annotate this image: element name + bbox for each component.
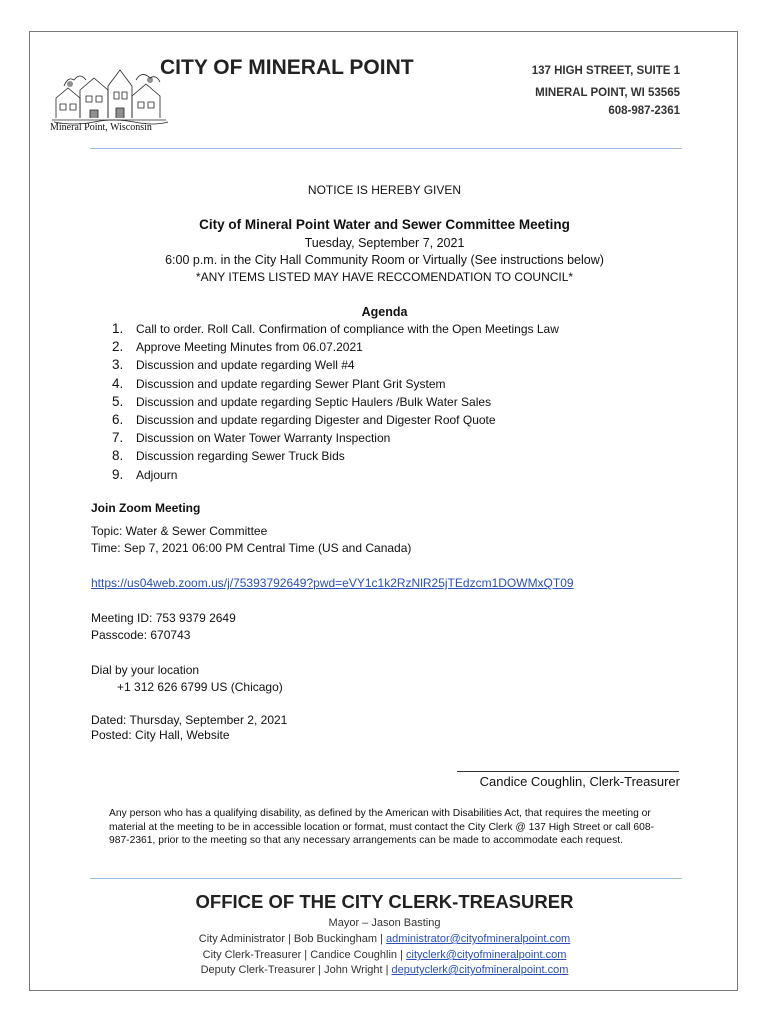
header-divider (90, 148, 682, 149)
agenda-item-text: Approve Meeting Minutes from 06.07.2021 (136, 340, 363, 355)
footer-divider (90, 878, 682, 879)
city-title: CITY OF MINERAL POINT (160, 56, 414, 79)
mayor-line: Mayor – Jason Basting (328, 917, 441, 929)
address-line-1: 137 HIGH STREET, SUITE 1 (531, 65, 680, 77)
agenda-item (112, 339, 559, 357)
zoom-topic: Topic: Water & Sewer Committee (91, 524, 268, 538)
address-line-2: MINERAL POINT, WI 53565 (535, 87, 680, 99)
agenda-item-number: 3. (112, 357, 124, 373)
zoom-heading: Join Zoom Meeting (91, 501, 201, 515)
administrator-line (30, 933, 739, 945)
agenda-item-number: 7. (112, 430, 124, 446)
notice-heading: NOTICE IS HEREBY GIVEN (307, 183, 462, 197)
agenda-item (112, 448, 559, 466)
agenda-item (112, 394, 559, 412)
signature-name: Candice Coughlin, Clerk-Treasurer (479, 774, 680, 789)
agenda-item (112, 357, 559, 375)
agenda-item (112, 412, 559, 430)
dated-line: Dated: Thursday, September 2, 2021 (91, 713, 288, 727)
meeting-note: *ANY ITEMS LISTED MAY HAVE RECCOMENDATION TO COUNCIL* (195, 270, 574, 284)
agenda-item (112, 376, 559, 394)
agenda-list (112, 321, 559, 485)
zoom-meeting-id: Meeting ID: 753 9379 2649 (91, 611, 236, 625)
agenda-item-number: 1. (112, 321, 124, 336)
deputy-label: Deputy Clerk-Treasurer | John Wright | (200, 964, 392, 976)
meeting-location: 6:00 p.m. in the City Hall Community Room or Virtually (See instructions below) (165, 253, 604, 267)
zoom-passcode: Passcode: 670743 (91, 628, 191, 642)
document-page (29, 31, 738, 991)
agenda-item-text: Discussion and update regarding Sewer Plant Grit System (136, 376, 446, 391)
zoom-meeting-link[interactable]: https://us04web.zoom.us/j/75393792649?pwd=eVY1c1k2RzNlR25jTEdzcm1DOWMxQT09 (91, 576, 574, 590)
agenda-item-text: Discussion and update regarding Digester and Digester Roof Quote (136, 412, 496, 427)
agenda-item (112, 430, 559, 448)
posted-line: Posted: City Hall, Website (91, 728, 230, 742)
signature-line (457, 771, 679, 772)
agenda-item-text: Adjourn (136, 467, 178, 482)
agenda-item-number: 5. (112, 393, 124, 409)
zoom-time: Time: Sep 7, 2021 06:00 PM Central Time (US and Canada) (91, 541, 412, 555)
agenda-item-text: Discussion on Water Tower Warranty Inspection (136, 431, 391, 446)
agenda-item-number: 9. (112, 466, 124, 482)
meeting-date: Tuesday, September 7, 2021 (304, 236, 465, 250)
administrator-email-link[interactable]: administrator@cityofmineralpoint.com (386, 933, 571, 945)
agenda-item-text: Call to order. Roll Call. Confirmation of compliance with the Open Meetings Law (136, 322, 559, 336)
agenda-item-text: Discussion regarding Sewer Truck Bids (136, 449, 345, 464)
agenda-item-text: Discussion and update regarding Well #4 (136, 358, 355, 373)
agenda-item-number: 8. (112, 448, 124, 464)
agenda-heading: Agenda (361, 305, 408, 319)
agenda-item (112, 321, 559, 339)
ada-notice: Any person who has a qualifying disability, as defined by the American with Disabilities Act, that requires the meeting or material at the meeting to be in accessible location or format, must contact the City Clerk @ 137 High Street or call 608-987-2361, prior to the meeting so that any necessary arrangements can be made to accommodate each request. (109, 808, 654, 847)
office-title: OFFICE OF THE CITY CLERK-TREASURER (195, 891, 574, 912)
administrator-label: City Administrator | Bob Buckingham | (198, 933, 387, 945)
clerk-line (30, 949, 739, 961)
clerk-email-link[interactable]: cityclerk@cityofmineralpoint.com (406, 949, 567, 961)
agenda-item-text: Discussion and update regarding Septic Haulers /Bulk Water Sales (136, 394, 492, 409)
agenda-item-number: 6. (112, 411, 124, 427)
deputy-email-link[interactable]: deputyclerk@cityofmineralpoint.com (391, 964, 569, 976)
dial-heading: Dial by your location (91, 663, 200, 677)
deputy-line (30, 964, 739, 976)
meeting-title: City of Mineral Point Water and Sewer Committee Meeting (199, 217, 570, 232)
clerk-label: City Clerk-Treasurer | Candice Coughlin | (202, 949, 407, 961)
agenda-item-number: 4. (112, 375, 124, 391)
dial-number: +1 312 626 6799 US (Chicago) (117, 680, 283, 694)
logo-caption: Mineral Point, Wisconsin (50, 122, 152, 133)
agenda-item (112, 467, 559, 485)
phone-number: 608-987-2361 (608, 105, 680, 117)
agenda-item-number: 2. (112, 339, 124, 355)
